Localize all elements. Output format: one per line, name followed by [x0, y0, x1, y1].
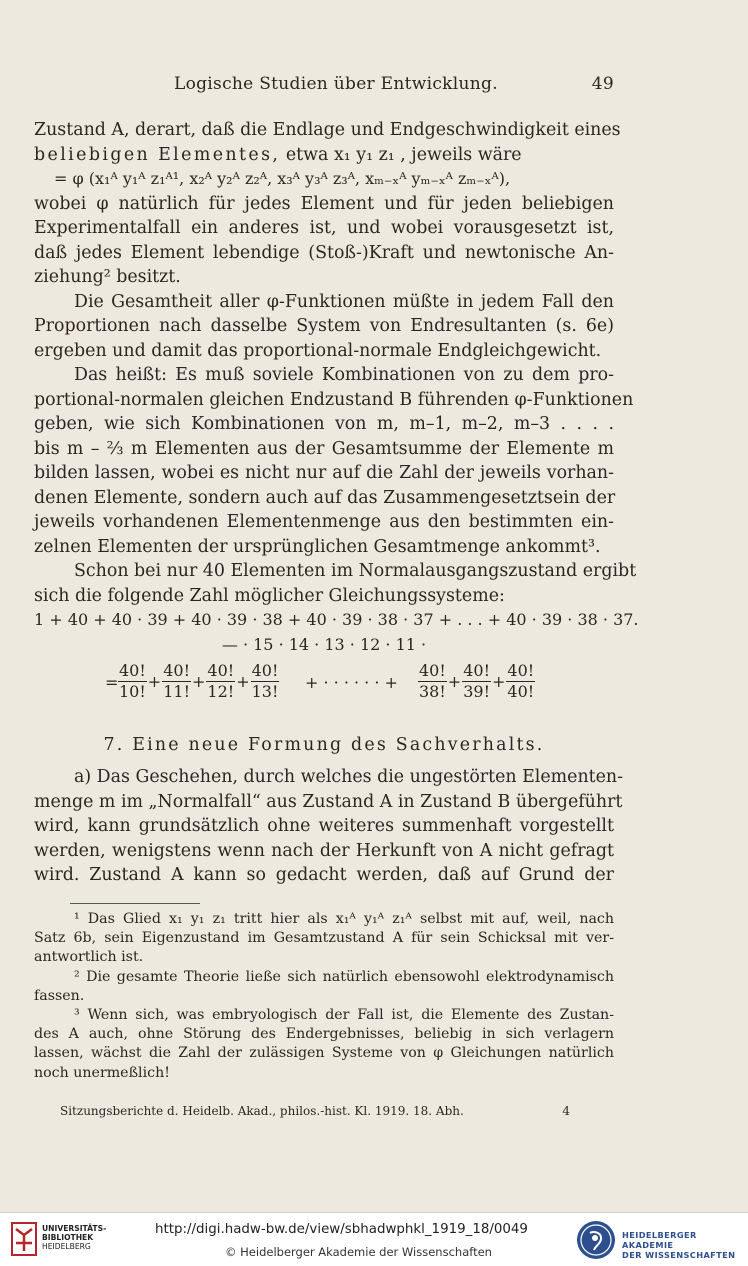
text-line: Zustand A, derart, daß die Endlage und Endgeschwindigkeit eines — [34, 120, 621, 140]
page-footer — [60, 1104, 580, 1118]
text-line: wird. Zustand A kann so gedacht werden, daß auf Grund der — [34, 865, 614, 885]
text-line: jeweils vorhandenen Elementenmenge aus den bestimmten ein- — [34, 512, 614, 532]
fraction: $\frac{40!}{11!}$ — [163, 661, 190, 701]
footnote-line: Satz 6b, sein Eigenzustand im Gesamtzustand A für sein Schicksal mit ver- — [34, 930, 614, 947]
fraction: $\frac{40!}{12!}$ — [207, 661, 235, 701]
academy-seal-icon — [577, 1221, 615, 1259]
text-line: Experimentalfall ein anderes ist, und wobei vorausgesetzt ist, — [34, 218, 614, 238]
footnote-line: antwortlich ist. — [34, 949, 144, 966]
fraction: $\frac{40!}{40!}$ — [507, 661, 535, 701]
fraction: $\frac{40!}{38!}$ — [419, 661, 446, 701]
text-line: ergeben und damit das proportional-normale Endgleichgewicht. — [34, 340, 602, 361]
spaced-text: beliebigen Elementes, — [34, 144, 281, 165]
footnote-line: fassen. — [34, 987, 85, 1004]
copyright-notice: © Heidelberger Akademie der Wissenschaften — [225, 1245, 492, 1259]
formula-line: = φ (x₁ᴬ y₁ᴬ z₁ᴬ¹, x₂ᴬ y₂ᴬ z₂ᴬ, x₃ᴬ y₃ᴬ z₃ᴬ, xₘ₋ₓᴬ yₘ₋ₓᴬ zₘ₋ₓᴬ), — [54, 169, 511, 188]
text-line: geben, wie sich Kombinationen von m, m–1, m–2, m–3 . . . . — [34, 414, 614, 434]
viewer-footer-bar — [0, 1212, 748, 1266]
university-library-logo-icon — [10, 1221, 38, 1257]
page-number: 49 — [591, 74, 614, 94]
text-line: bilden lassen, wobei es nicht nur auf die Zahl der jeweils vorhan- — [34, 463, 614, 483]
text-line: menge m im „Normalfall“ aus Zustand A in Zustand B übergeführt — [34, 791, 623, 812]
text-line: Schon bei nur 40 Elementen im Normalausgangszustand ergibt — [74, 561, 637, 581]
text-line: denen Elemente, sondern auch auf das Zusammengesetztsein der — [34, 487, 616, 508]
footnote-line: ³ Wenn sich, was embryologisch der Fall ist, die Elemente des Zustan- — [74, 1006, 614, 1023]
text-line: wird, kann grundsätzlich ohne weiteres summenhaft vorgestellt — [34, 816, 614, 836]
text-span: etwa x₁ y₁ z₁ , jeweils wäre — [285, 144, 522, 165]
footnote-line: noch unermeßlich! — [34, 1064, 170, 1081]
text-line: Proportionen nach dasselbe System von Endresultanten (s. 6e) — [34, 316, 614, 336]
header-title: Logische Studien über Entwicklung. — [174, 74, 498, 94]
text-line: wobei φ natürlich für jedes Element und für jeden beliebigen — [34, 193, 614, 214]
text-line: sich die folgende Zahl möglicher Gleichungssysteme: — [34, 585, 505, 606]
permalink-url[interactable]: http://digi.hadw-bw.de/view/sbhadwphkl_1919_18/0049 — [155, 1222, 528, 1237]
footnote-line: ¹ Das Glied x₁ y₁ z₁ tritt hier als x₁ᴬ y₁ᴬ z₁ᴬ selbst mit auf, weil, nach — [74, 911, 614, 927]
running-header — [34, 74, 614, 100]
equation-line-2: — · 15 · 14 · 13 · 12 · 11 · — [221, 634, 427, 654]
section-heading: 7. Eine neue Formung des Sachverhalts. — [103, 735, 545, 755]
fraction: $\frac{40!}{10!}$ — [119, 661, 146, 701]
footnotes — [34, 910, 614, 1083]
academy-name: HEIDELBERGER AKADEMIE DER WISSENSCHAFTEN — [622, 1230, 736, 1260]
footnote-line: ² Die gesamte Theorie ließe sich natürlich ebensowohl elektrodynamisch — [74, 968, 614, 985]
text-line: portional-normalen gleichen Endzustand B führenden φ-Funktionen — [34, 389, 634, 410]
text-line: bis m – ⅔ m Elementen aus der Gesamtsumme der Elemente m — [34, 438, 614, 459]
text-line: zelnen Elementen der ursprünglichen Gesamtmenge ankommt³. — [34, 536, 601, 557]
fraction: $\frac{40!}{39!}$ — [463, 661, 490, 701]
text-line: a) Das Geschehen, durch welches die ungestörten Elementen- — [74, 767, 624, 787]
text-line: daß jedes Element lebendige (Stoß-)Kraft und newtonische An- — [34, 242, 614, 263]
text-line: werden, wenigstens wenn nach der Herkunft von A nicht gefragt — [34, 840, 614, 861]
text-line: ziehung² besitzt. — [34, 267, 181, 287]
footnote-line: lassen, wächst die Zahl der zulässigen Systeme von φ Gleichungen natürlich — [34, 1045, 614, 1062]
equation-line-1: 1 + 40 + 40 · 39 + 40 · 39 · 38 + 40 · 39 · 38 · 37 + . . . + 40 · 39 · 38 · 37. — [34, 610, 639, 629]
text-line: Das heißt: Es muß soviele Kombinationen von zu dem pro- — [74, 365, 614, 385]
fraction: $\frac{40!}{13!}$ — [251, 661, 279, 701]
factorial-sum: = $\frac{40!}{10!}$ + $\frac{40!}{11!}$ + $\frac{40!}{12!}$ + $\frac{40!}{13!}$ + · · · · · · + $\frac{40!}{38!}$ + $\frac{40!}{39!}$ + $\frac{40!}{40!}$ — [105, 661, 535, 701]
university-library-name: UNIVERSITÄTS- BIBLIOTHEK HEIDELBERG — [42, 1224, 107, 1251]
footnote-divider — [70, 903, 200, 904]
text-line: Die Gesamtheit aller φ-Funktionen müßte in jedem Fall den — [74, 291, 614, 312]
citation: Sitzungsberichte d. Heidelb. Akad., philos.-hist. Kl. 1919. 18. Abh. — [60, 1104, 464, 1118]
footnote-line: des A auch, ohne Störung des Endergebnisses, beliebig in sich verlagern — [34, 1026, 614, 1043]
signature-mark: 4 — [562, 1104, 570, 1118]
text-line — [34, 143, 614, 168]
ellipsis: + · · · · · · + — [305, 673, 398, 692]
main-text — [34, 118, 639, 888]
